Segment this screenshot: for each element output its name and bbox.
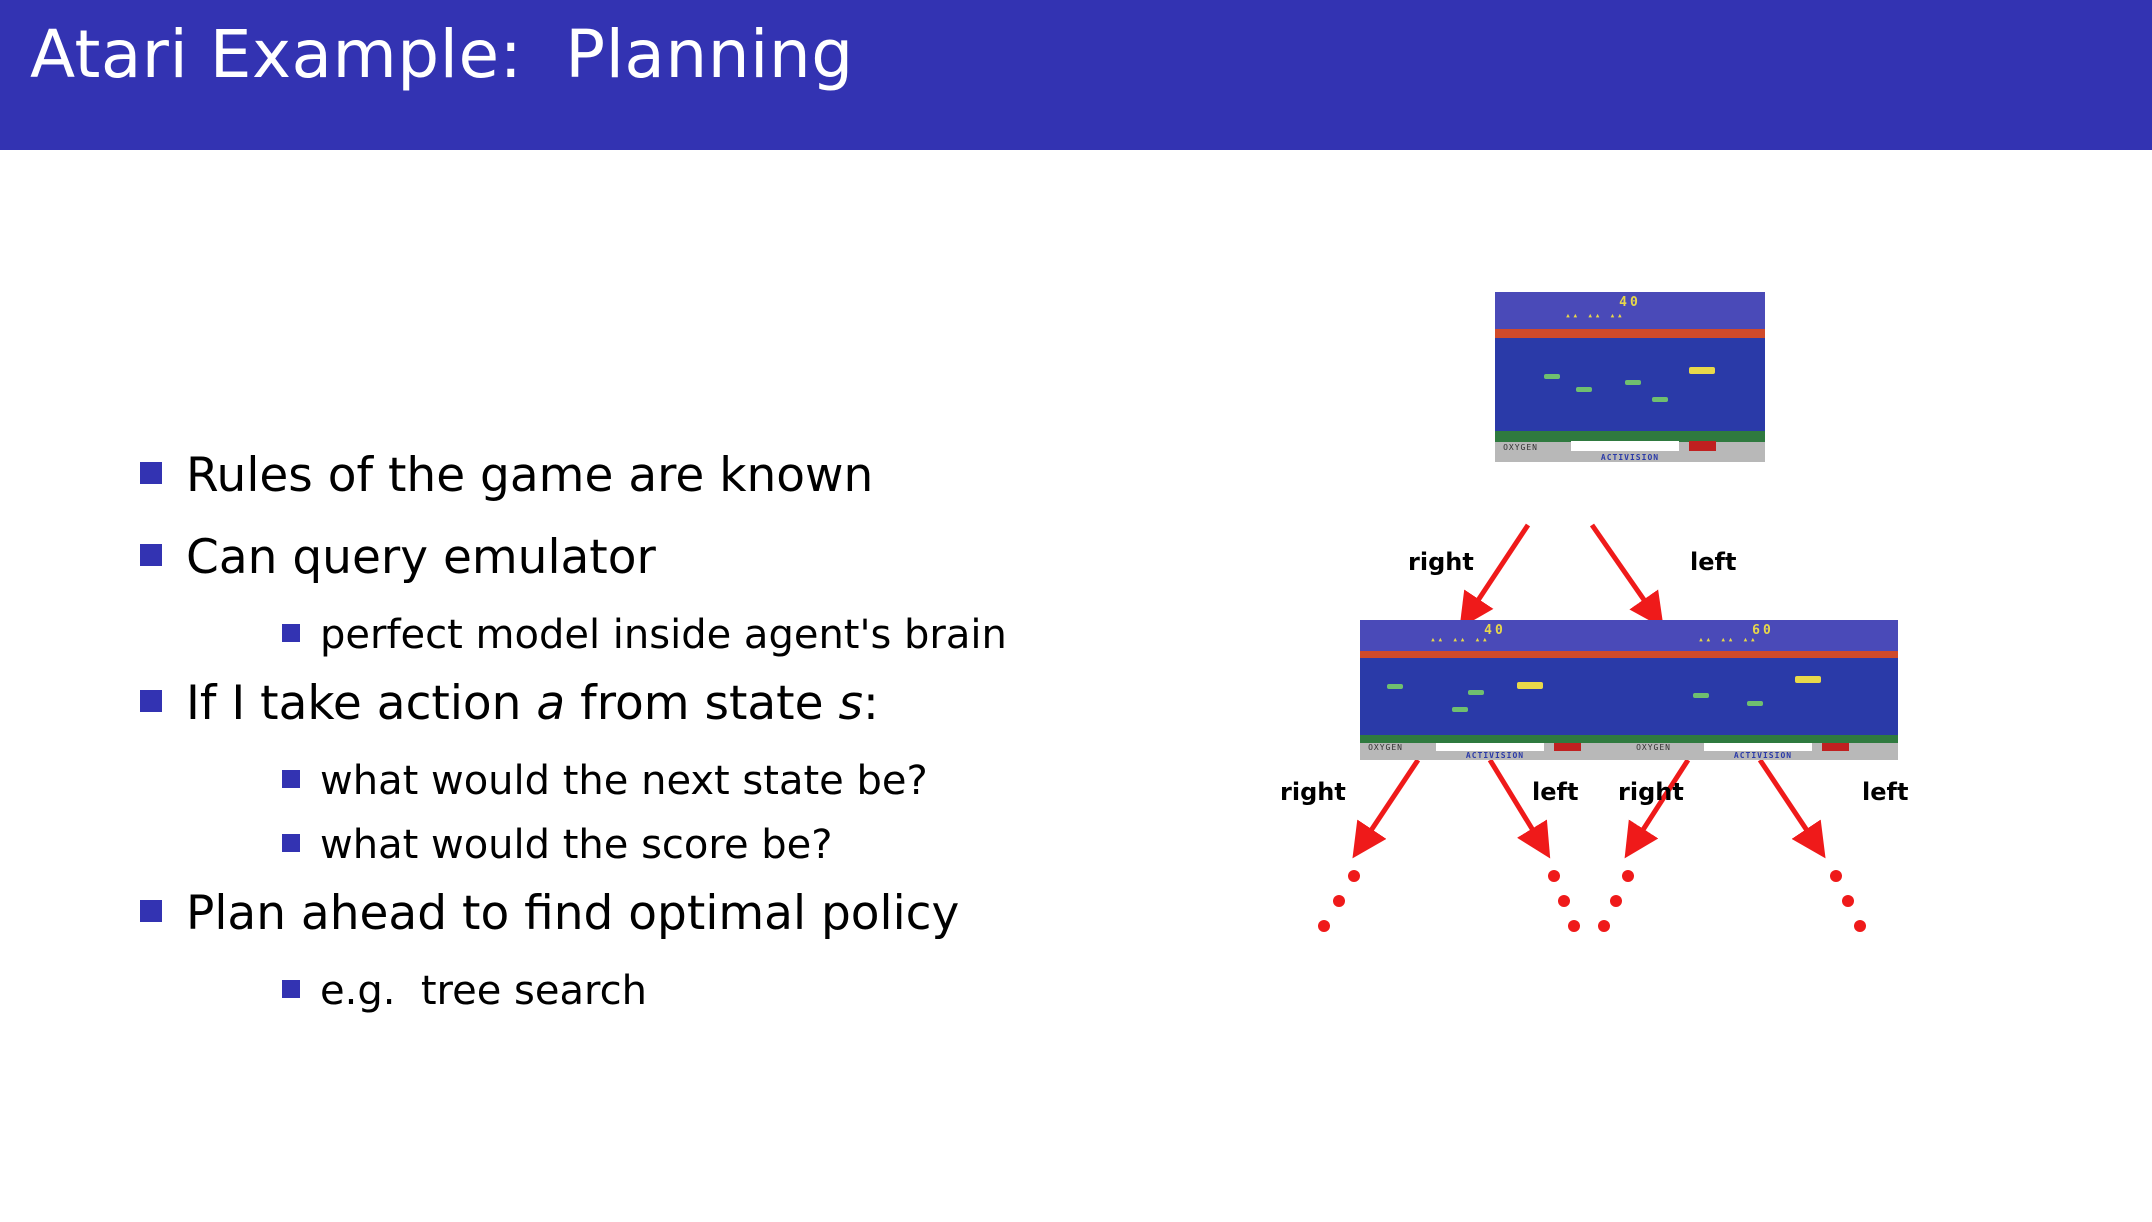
edge-label-left-3: left <box>1862 778 1909 806</box>
edge-label-left-1: left <box>1690 548 1737 576</box>
ellipsis-dot <box>1568 920 1580 932</box>
oxygen-bar <box>1571 441 1679 451</box>
ellipsis-dot <box>1333 895 1345 907</box>
ellipsis-dot <box>1830 870 1842 882</box>
bullet-list <box>140 440 1300 1024</box>
list-item-label: Can query emulator <box>186 530 656 585</box>
search-tree-diagram <box>1280 295 2120 1170</box>
list-item <box>140 814 1300 876</box>
list-item-label: perfect model inside agent's brain <box>320 612 1007 658</box>
bullet-square-icon <box>140 544 162 566</box>
oxygen-label: OXYGEN <box>1503 442 1538 452</box>
bullet-square-icon <box>282 834 300 852</box>
list-item-text-mid: from state <box>565 676 839 731</box>
surface-line <box>1495 329 1765 338</box>
submarine-sprite <box>1689 367 1715 374</box>
state-symbol: s <box>838 676 863 731</box>
score-display: 40 <box>1484 622 1506 638</box>
game-screen-root <box>1495 292 1765 462</box>
surface-line <box>1628 651 1898 658</box>
oxygen-label: OXYGEN <box>1636 742 1671 752</box>
tree-arrows <box>1300 370 2120 1170</box>
slide-title-bar <box>0 0 2152 150</box>
submarine-sprite <box>1795 676 1821 683</box>
game-screen-child-right <box>1628 620 1898 760</box>
oxygen-bar <box>1704 743 1812 751</box>
fish-sprite <box>1544 374 1560 379</box>
list-item <box>140 440 1300 512</box>
oxygen-label: OXYGEN <box>1368 742 1403 752</box>
ellipsis-dot <box>1854 920 1866 932</box>
ellipsis-dot <box>1548 870 1560 882</box>
edge-label-right-2: right <box>1280 778 1346 806</box>
bullet-square-icon <box>282 624 300 642</box>
water-area <box>1628 658 1898 735</box>
page-title: Atari Example: Planning <box>30 16 854 93</box>
fish-sprite <box>1625 380 1641 385</box>
ellipsis-dot <box>1318 920 1330 932</box>
list-item <box>140 604 1300 666</box>
fish-sprite <box>1576 387 1592 392</box>
bullet-square-icon <box>140 462 162 484</box>
submarine-sprite <box>1517 682 1543 689</box>
list-item-label: e.g. tree search <box>320 968 647 1014</box>
score-display: 60 <box>1752 622 1774 638</box>
action-symbol: a <box>536 676 566 731</box>
edge-label-right-3: right <box>1618 778 1684 806</box>
oxygen-bar-depleted <box>1822 743 1849 751</box>
oxygen-bar-depleted <box>1554 743 1581 751</box>
edge-label-left-2: left <box>1532 778 1579 806</box>
ellipsis-dot <box>1842 895 1854 907</box>
list-item <box>140 750 1300 812</box>
list-item-label <box>186 668 879 740</box>
list-item <box>140 668 1300 740</box>
oxygen-bar-depleted <box>1689 441 1716 451</box>
list-item <box>140 522 1300 594</box>
ellipsis-dot <box>1610 895 1622 907</box>
bullet-square-icon <box>140 900 162 922</box>
diver-counter: ▴▴ ▴▴ ▴▴ <box>1430 635 1490 646</box>
ellipsis-dot <box>1558 895 1570 907</box>
bullet-square-icon <box>282 980 300 998</box>
list-item-label: what would the score be? <box>320 822 833 868</box>
list-item-label: what would the next state be? <box>320 758 928 804</box>
activision-label: ACTIVISION <box>1600 453 1660 462</box>
score-display: 40 <box>1619 295 1641 311</box>
fish-sprite <box>1693 693 1709 698</box>
activision-label: ACTIVISION <box>1733 751 1793 760</box>
fish-sprite <box>1468 690 1484 695</box>
list-item-label: Rules of the game are known <box>186 448 874 503</box>
oxygen-bar <box>1436 743 1544 751</box>
surface-line <box>1360 651 1630 658</box>
diver-counter: ▴▴ ▴▴ ▴▴ <box>1565 310 1625 321</box>
list-item <box>140 960 1300 1022</box>
ellipsis-dot <box>1598 920 1610 932</box>
water-area <box>1360 658 1630 735</box>
diver-counter: ▴▴ ▴▴ ▴▴ <box>1698 635 1758 646</box>
game-screen-child-left <box>1360 620 1630 760</box>
edge-label-right-1: right <box>1408 548 1474 576</box>
fish-sprite <box>1652 397 1668 402</box>
bullet-square-icon <box>140 690 162 712</box>
fish-sprite <box>1387 684 1403 689</box>
list-item-text-post: : <box>862 676 879 731</box>
bullet-square-icon <box>282 770 300 788</box>
ellipsis-dot <box>1348 870 1360 882</box>
list-item-text-pre: If I take action <box>186 676 537 731</box>
activision-label: ACTIVISION <box>1465 751 1525 760</box>
ellipsis-dot <box>1622 870 1634 882</box>
fish-sprite <box>1747 701 1763 706</box>
list-item <box>140 878 1300 950</box>
fish-sprite <box>1452 707 1468 712</box>
list-item-label: Plan ahead to find optimal policy <box>186 886 960 941</box>
